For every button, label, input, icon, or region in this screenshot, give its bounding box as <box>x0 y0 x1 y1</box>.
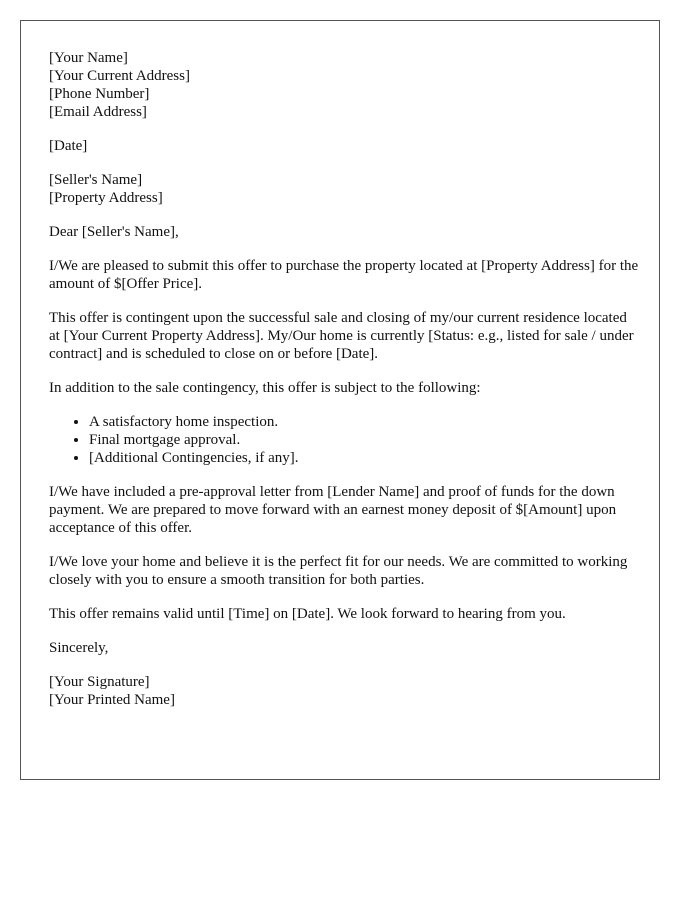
paragraph-preapproval: I/We have included a pre-approval letter from [Lender Name] and proof of funds for the down payment. We are prepared to move forward with an earnest money deposit of $[Amount] upon acceptance of this offer. <box>49 484 617 536</box>
letter-date: [Date] <box>49 138 88 154</box>
closing: Sincerely, <box>49 640 109 656</box>
sender-phone: [Phone Number] <box>49 86 150 102</box>
paragraph-contingent: This offer is contingent upon the successful sale and closing of my/our current residence located at [Your Current Property Address]. My/Our home is currently [Status: e.g., listed for sale / under contract] and is scheduled to close on or before [Date]. <box>49 310 634 362</box>
printed-name: [Your Printed Name] <box>49 692 175 708</box>
salutation: Dear [Seller's Name], <box>49 224 179 240</box>
offer-letter <box>49 49 639 725</box>
paragraph-subject-to: In addition to the sale contingency, this offer is subject to the following: <box>49 380 481 396</box>
list-item: • [Additional Contingencies, if any]. <box>89 449 639 467</box>
recipient-block <box>49 171 639 207</box>
signature-line: [Your Signature] <box>49 674 150 690</box>
list-item: • A satisfactory home inspection. <box>89 413 639 431</box>
date-block <box>49 137 639 155</box>
recipient-address: [Property Address] <box>49 190 163 206</box>
sender-address: [Your Current Address] <box>49 68 190 84</box>
signature-block <box>49 673 639 709</box>
paragraph-offer: I/We are pleased to submit this offer to purchase the property located at [Property Address] for the amount of $[Offer Price]. <box>49 258 639 292</box>
sender-block <box>49 49 639 121</box>
contingency-list <box>49 413 639 467</box>
paragraph-love-home: I/We love your home and believe it is the perfect fit for our needs. We are committed to working closely with you to ensure a smooth transition for both parties. <box>49 554 628 588</box>
paragraph-valid-until: This offer remains valid until [Time] on [Date]. We look forward to hearing from you. <box>49 606 566 622</box>
sender-email: [Email Address] <box>49 104 147 120</box>
recipient-name: [Seller's Name] <box>49 172 143 188</box>
list-item: • Final mortgage approval. <box>89 431 639 449</box>
letter-page <box>20 20 660 780</box>
sender-name: [Your Name] <box>49 50 128 66</box>
